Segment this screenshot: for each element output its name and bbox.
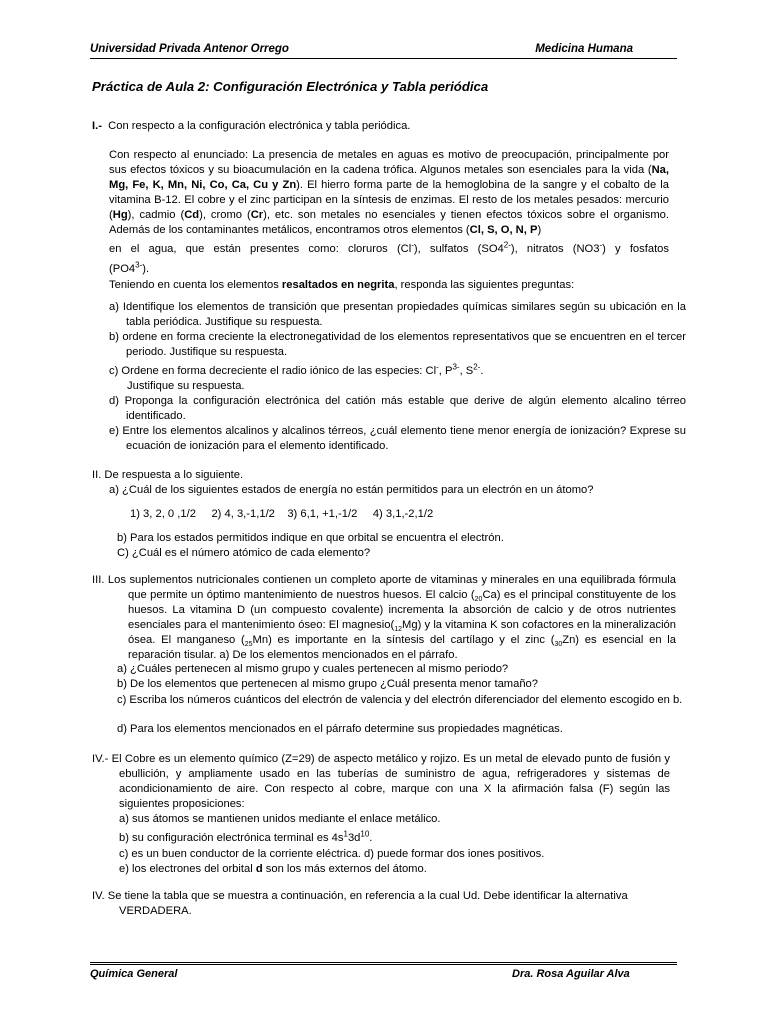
proposition-e: e) los electrones del orbital d son los más externos del átomo. xyxy=(119,863,427,875)
section-3-paragraph: III. Los suplementos nutricionales contienen un completo aporte de vitaminas y minerales en una equilibrada fórmula que permite un óptimo mantenimiento de nuestros huesos. El calcio $(_{20}Ca)$ es el principal constituyente de los huesos. La vitamina D (un compuesto covalente) incrementa la absorción de calcio y de otros nutrientes esenciales para el mantenimiento óseo: El $magnesio(_{12}Mg)$ y la vitamina K son cofactores en la mineralización ósea. El manganeso $(_{25}Mn)$ es importante en la síntesis del cartílago y el zinc $(_{30}Zn)$ es esencial en la reparación tisular. a) De los elementos mencionados en el párrafo. xyxy=(92,574,676,661)
question-2b: b) Para los estados permitidos indique en que orbital se encuentra el electrón. xyxy=(117,532,504,544)
university-name: Universidad Privada Antenor Orrego xyxy=(90,43,289,55)
question-1c-justify: Justifique su respuesta. xyxy=(127,380,245,392)
faculty-name: Medicina Humana xyxy=(535,43,633,55)
teacher-name: Dra. Rosa Aguilar Alva xyxy=(512,968,630,980)
question-1e: e) Entre los elementos alcalinos y alcalinos térreos, ¿cuál elemento tiene menor energía de ionización? Exprese su ecuación de ionización para el elemento identificado. xyxy=(109,425,686,452)
question-3a: a) ¿Cuáles pertenecen al mismo grupo y cuales pertenecen al mismo periodo? xyxy=(117,663,509,675)
question-1d: d) Proponga la configuración electrónica del catión más estable que derive de algún elemento alcalino térreo identificado. xyxy=(109,395,686,422)
question-3d: d) Para los elementos mencionados en el párrafo determine sus propiedades magnéticas. xyxy=(117,723,563,735)
proposition-a: a) sus átomos se mantienen unidos mediante el enlace metálico. xyxy=(119,813,441,825)
page-footer xyxy=(90,967,677,982)
proposition-b: b) su configuración electrónica terminal es $4s^13d^{10}$. xyxy=(119,829,373,844)
water-species-line: en el agua, que están presentes como: cloruros (Cl-), sulfatos $(SO4^{2-})$, nitratos (NO3-) y fosfatos xyxy=(109,240,669,255)
quantum-number-options: 1) 3, 2, 0 ,1/2 2) 4, 3,-1,1/2 3) 6,1, +1,-1/2 4) 3,1,-2,1/2 xyxy=(130,508,434,520)
phosphate-line: $(PO4^{3-})$. xyxy=(109,260,150,275)
question-1c: c) Ordene en forma decreciente el radio iónico de las especies: Cl-, $P^{3-}$, $S^{2-}$. xyxy=(109,362,484,377)
section-2-heading: II. De respuesta a lo siguiente. xyxy=(92,469,244,481)
question-1b: b) ordene en forma creciente la electronegatividad de los elementos representativos que se encuentren en el tercer periodo. Justifique su respuesta. xyxy=(109,331,686,358)
question-2c: C) ¿Cuál es el número atómico de cada elemento? xyxy=(117,547,371,559)
question-2a: a) ¿Cuál de los siguientes estados de energía no están permitidos para un electrón en un átomo? xyxy=(109,484,594,496)
section-1-number: I.- xyxy=(92,120,102,132)
page-header xyxy=(90,42,677,57)
header-rule xyxy=(90,58,677,59)
section-1-intro: Con respecto al enunciado: La presencia de metales en aguas es motivo de preocupación, principalmente por sus efectos tóxicos y su bioacumulación en la cadena trófica. Algunos metales son esenciales para la vida (Na, Mg, Fe, K, Mn, Ni, Co, Ca, Cu y Zn). El hierro forma parte de la hemoglobina de la sangre y el cobalto de la vitamina B-12. El cobre y el zinc participan en la síntesis de enzimas. El resto de los metales pesados: mercurio (Hg), cadmio (Cd), cromo (Cr), etc. son metales no esenciales y tienen efectos tóxicos sobre el organismo. Además de los contaminantes metálicos, encontramos otros elementos (Cl, S, O, N, P) xyxy=(109,149,670,236)
section-5-intro: IV. Se tiene la tabla que se muestra a continuación, en referencia a la cual Ud. Debe identificar la alternativa VERDADERA. xyxy=(92,890,628,917)
section-1-instruction: Teniendo en cuenta los elementos resaltados en negrita, responda las siguientes preguntas: xyxy=(109,279,575,291)
section-4-intro: IV.- El Cobre es un elemento químico (Z=29) de aspecto metálico y rojizo. Es un metal de elevado punto de fusión y ebullición, y ampliamente usado en las tuberías de suministro de agua, refrigeradores y sistemas de acondicionamiento de aire. Con respecto al cobre, marque con una X la afirmación falsa (F) según las siguientes proposiciones: xyxy=(92,753,670,810)
question-1a: a) Identifique los elementos de transición que presentan propiedades químicas similares según su ubicación en la tabla periódica. Justifique su respuesta. xyxy=(109,301,686,328)
question-3c: c) Escriba los números cuánticos del electrón de valencia y del electrón diferenciador del elemento escogido en b. xyxy=(117,694,683,706)
page-title: Práctica de Aula 2: Configuración Electrónica y Tabla periódica xyxy=(92,79,489,94)
footer-rule-top xyxy=(90,962,677,963)
section-1-heading: I.- Con respecto a la configuración electrónica y tabla periódica. xyxy=(92,120,411,132)
course-name: Química General xyxy=(90,968,178,980)
question-3b: b) De los elementos que pertenecen al mismo grupo ¿Cuál presenta menor tamaño? xyxy=(117,678,539,690)
proposition-c-d: c) es un buen conductor de la corriente eléctrica. d) puede formar dos iones positivos. xyxy=(119,848,545,860)
footer-rule-bottom xyxy=(90,964,677,965)
